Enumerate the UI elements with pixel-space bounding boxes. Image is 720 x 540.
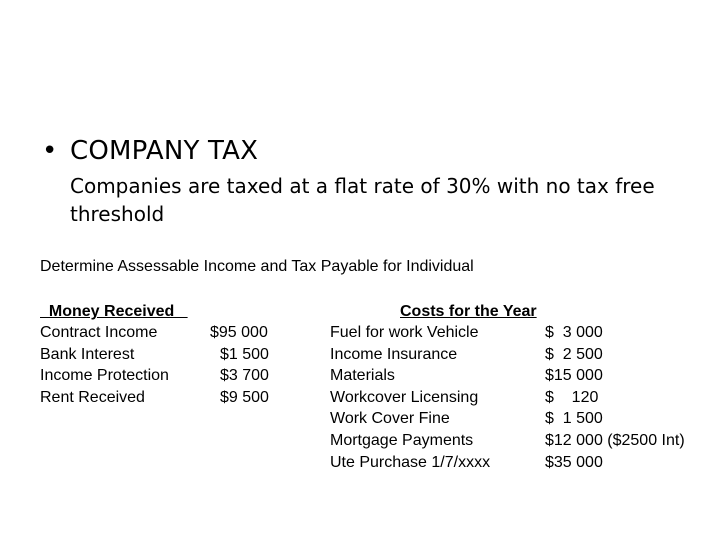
money-received-header: Money Received bbox=[40, 303, 188, 320]
cost-label: Workcover Licensing bbox=[330, 389, 479, 406]
money-row bbox=[40, 367, 280, 387]
cost-amount: $35 000 bbox=[545, 454, 603, 471]
money-amount: $95 000 bbox=[210, 324, 268, 341]
money-amount: $3 700 bbox=[220, 367, 269, 384]
money-row bbox=[40, 346, 280, 366]
title-text: COMPANY TAX bbox=[70, 136, 259, 166]
cost-label: Income Insurance bbox=[330, 346, 458, 363]
cost-row bbox=[330, 367, 715, 387]
money-amount: $9 500 bbox=[220, 389, 269, 406]
cost-row bbox=[330, 324, 715, 344]
cost-amount: $15 000 bbox=[545, 367, 603, 384]
cost-label: Fuel for work Vehicle bbox=[330, 324, 479, 341]
subheading: Determine Assessable Income and Tax Payable for Individual bbox=[40, 258, 474, 275]
cost-amount: $ 1 500 bbox=[545, 410, 603, 427]
money-label: Income Protection bbox=[40, 367, 169, 384]
money-label: Contract Income bbox=[40, 324, 158, 341]
money-row bbox=[40, 324, 280, 344]
description: Companies are taxed at a flat rate of 30% with no tax free threshold bbox=[70, 174, 655, 226]
cost-label: Mortgage Payments bbox=[330, 432, 474, 449]
money-label: Bank Interest bbox=[40, 346, 135, 363]
money-label: Rent Received bbox=[40, 389, 145, 406]
cost-row bbox=[330, 454, 715, 474]
cost-amount: $ 3 000 bbox=[545, 324, 603, 341]
bullet-icon: • bbox=[42, 136, 58, 166]
cost-row bbox=[330, 410, 715, 430]
cost-label: Work Cover Fine bbox=[330, 410, 450, 427]
money-row bbox=[40, 389, 280, 409]
cost-amount: $ 2 500 bbox=[545, 346, 603, 363]
cost-label: Ute Purchase 1/7/xxxx bbox=[330, 454, 491, 471]
cost-row bbox=[330, 432, 715, 452]
money-amount: $1 500 bbox=[220, 346, 269, 363]
cost-amount: $12 000 ($2500 Int) bbox=[545, 432, 685, 449]
cost-row bbox=[330, 389, 715, 409]
cost-amount: $ 120 bbox=[545, 389, 599, 406]
slide-title bbox=[42, 136, 258, 166]
costs-header: Costs for the Year bbox=[400, 303, 537, 320]
cost-label: Materials bbox=[330, 367, 395, 384]
cost-row bbox=[330, 346, 715, 366]
